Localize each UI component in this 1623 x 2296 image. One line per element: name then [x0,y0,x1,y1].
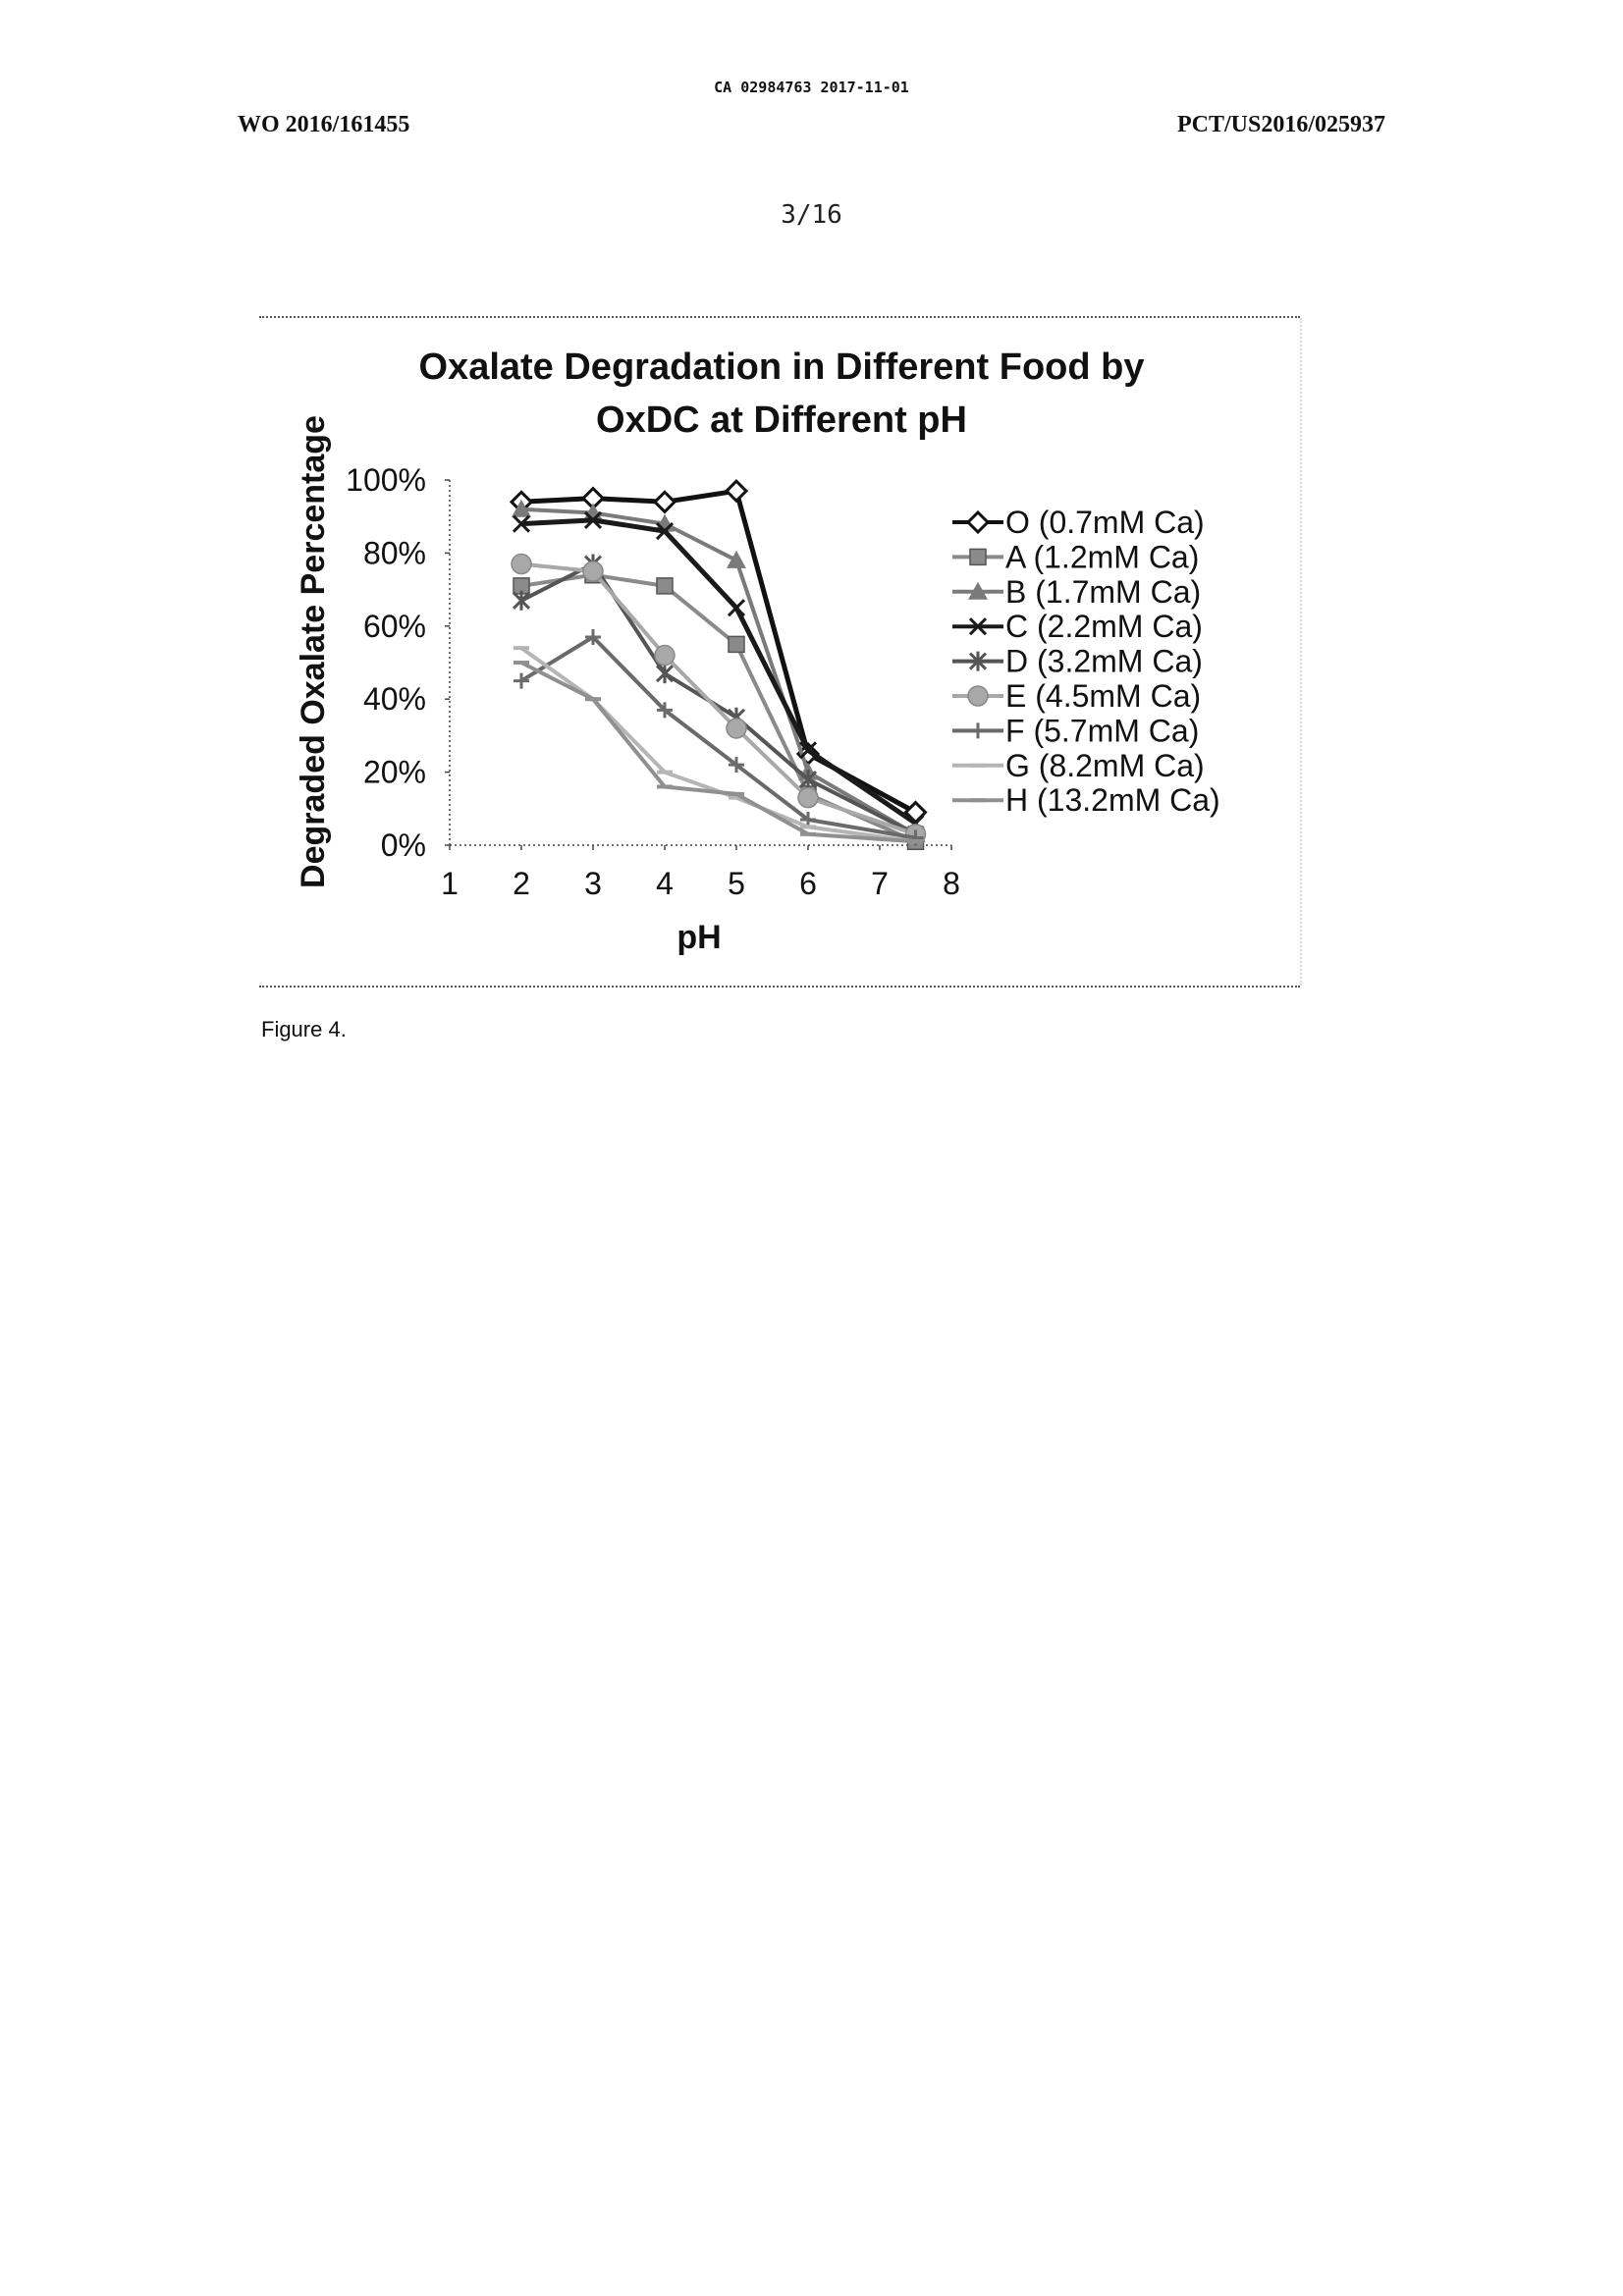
x-tick-label: 3 [584,866,602,901]
figure-right-border [1300,318,1302,986]
series-G [514,648,924,841]
legend-label: C (2.2mM Ca) [1005,609,1203,645]
pct-application-number: PCT/US2016/025937 [1176,112,1385,137]
data-point [655,492,675,511]
series-D [514,555,924,844]
y-tick-label: 20% [362,754,426,790]
series-F [514,629,924,846]
x-tick-label: 5 [728,866,745,901]
figure-caption: Figure 4. [261,1017,347,1041]
x-tick-label: 2 [513,866,530,901]
legend-label: G (8.2mM Ca) [1005,747,1205,783]
series-E [512,555,926,844]
wo-publication-number: WO 2016/161455 [238,112,410,137]
legend [952,505,1220,818]
data-point [727,481,746,501]
legend-marker [970,722,986,738]
data-point [798,788,818,808]
data-point [727,719,746,738]
chart-title-line-1: Oxalate Degradation in Different Food by [418,347,1145,388]
x-tick-label: 4 [656,866,674,901]
x-tick-label: 7 [871,866,889,901]
y-axis-label: Degraded Oxalate Percentage [295,415,332,888]
legend-label: H (13.2mM Ca) [1005,782,1220,819]
series-line [521,637,916,838]
series-line [521,491,916,812]
x-tick-label: 1 [441,866,459,901]
x-axis-label: pH [676,919,722,956]
legend-marker [968,686,988,706]
series-O [512,481,926,822]
legend-label: D (3.2mM Ca) [1005,643,1203,679]
legend-label: A (1.2mM Ca) [1005,539,1200,575]
data-point [729,600,744,615]
data-point [655,646,675,666]
x-tick-group [441,845,960,901]
y-tick-group [346,462,450,863]
x-tick-label: 6 [799,866,817,901]
figure-frame [259,316,1300,988]
data-point [583,561,603,581]
y-tick-label: 60% [362,608,426,644]
data-point [729,636,744,652]
y-tick-label: 40% [362,681,426,718]
y-tick-label: 80% [362,535,426,571]
data-point [657,578,673,594]
legend-label: B (1.7mM Ca) [1005,573,1202,610]
legend-label: F (5.7mM Ca) [1005,713,1200,749]
data-point [512,555,531,574]
legend-label: O (0.7mM Ca) [1005,505,1205,540]
chart-title-line-2: OxDC at Different pH [596,400,967,441]
x-tick-label: 8 [943,866,960,901]
series-group [512,481,926,849]
y-tick-label: 100% [346,462,426,498]
legend-marker [970,549,986,564]
chart [259,318,1300,986]
data-point [727,551,746,568]
y-tick-label: 0% [380,828,426,863]
legend-marker [968,512,988,532]
legend-label: E (4.5mM Ca) [1005,678,1202,714]
data-point [657,664,673,683]
sheet-number: 3/16 [781,200,842,230]
ca-reference: CA 02984763 2017-11-01 [714,79,909,96]
data-point [514,591,529,611]
